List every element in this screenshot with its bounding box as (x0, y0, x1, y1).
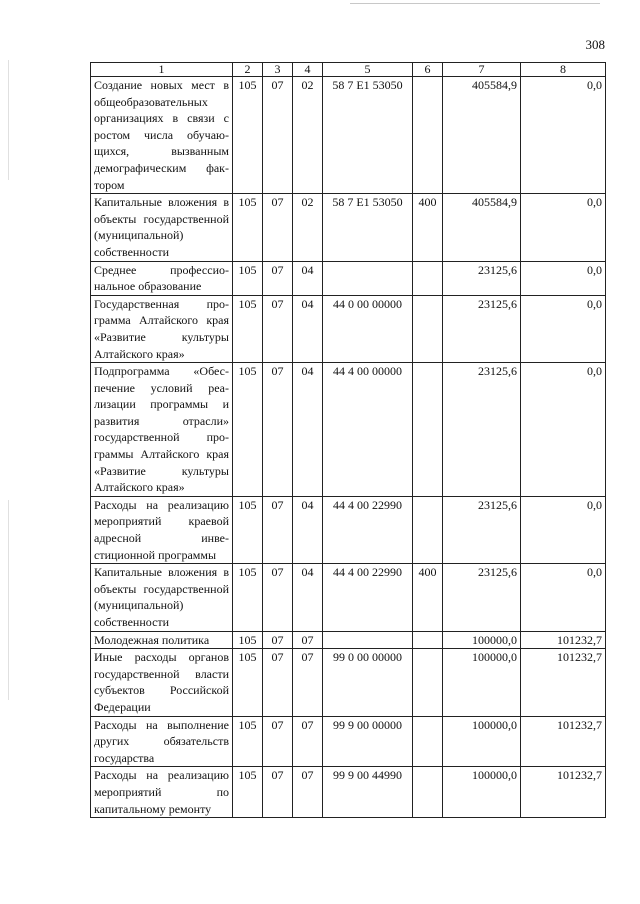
cell-amount-7: 100000,0 (443, 767, 521, 818)
cell-item-name: Создание новых мест в общеобразовательных организациях в связи с ростом числа обучающихся, вызванным демографическим фактором (91, 77, 233, 194)
cell-amount-8: 101232,7 (521, 649, 606, 716)
table-row (91, 77, 606, 194)
column-header: 4 (293, 63, 323, 77)
cell-code-3: 07 (263, 767, 293, 818)
column-header: 2 (233, 63, 263, 77)
column-header: 3 (263, 63, 293, 77)
cell-amount-7: 100000,0 (443, 631, 521, 649)
table-row (91, 295, 606, 362)
cell-amount-8: 0,0 (521, 77, 606, 194)
cell-code-2: 105 (233, 716, 263, 767)
cell-amount-8: 0,0 (521, 496, 606, 563)
cell-code-4: 07 (293, 649, 323, 716)
cell-item-name: Государственная программа Алтайского края «Развитие культуры Алтайского края» (91, 295, 233, 362)
cell-code-4: 07 (293, 631, 323, 649)
cell-code-6 (413, 649, 443, 716)
cell-amount-7: 23125,6 (443, 261, 521, 295)
cell-code-6 (413, 496, 443, 563)
table-row (91, 261, 606, 295)
cell-code-4: 04 (293, 496, 323, 563)
table-row (91, 767, 606, 818)
cell-amount-8: 0,0 (521, 261, 606, 295)
cell-amount-8: 101232,7 (521, 716, 606, 767)
cell-amount-8: 101232,7 (521, 631, 606, 649)
table-header-row (91, 63, 606, 77)
table-row (91, 194, 606, 261)
cell-item-name: Иные расходы органов государственной власти субъектов Российской Федерации (91, 649, 233, 716)
cell-code-4: 07 (293, 767, 323, 818)
cell-code-5: 99 9 00 00000 (323, 716, 413, 767)
cell-code-6 (413, 295, 443, 362)
cell-amount-7: 23125,6 (443, 496, 521, 563)
cell-item-name: Расходы на реализацию мероприятий краевой адресной инвестиционной программы (91, 496, 233, 563)
cell-code-3: 07 (263, 631, 293, 649)
cell-code-5: 44 0 00 00000 (323, 295, 413, 362)
cell-code-3: 07 (263, 564, 293, 631)
cell-code-2: 105 (233, 77, 263, 194)
cell-code-5: 99 0 00 00000 (323, 649, 413, 716)
cell-code-5 (323, 631, 413, 649)
cell-code-6: 400 (413, 564, 443, 631)
cell-code-4: 04 (293, 261, 323, 295)
cell-item-name: Расходы на выполнение других обязательств государства (91, 716, 233, 767)
table-row (91, 716, 606, 767)
column-header: 1 (91, 63, 233, 77)
cell-code-4: 02 (293, 77, 323, 194)
cell-code-4: 04 (293, 363, 323, 497)
cell-amount-7: 405584,9 (443, 194, 521, 261)
cell-item-name: Молодежная политика (91, 631, 233, 649)
cell-item-name: Среднее профессиональное образование (91, 261, 233, 295)
scan-edge-mark (8, 60, 9, 180)
cell-code-6 (413, 767, 443, 818)
cell-code-3: 07 (263, 77, 293, 194)
cell-code-4: 02 (293, 194, 323, 261)
cell-item-name: Капитальные вложения в объекты государственной (муниципальной) собственности (91, 564, 233, 631)
cell-code-5: 58 7 E1 53050 (323, 77, 413, 194)
column-header: 5 (323, 63, 413, 77)
cell-code-3: 07 (263, 261, 293, 295)
cell-code-4: 04 (293, 564, 323, 631)
cell-amount-7: 100000,0 (443, 649, 521, 716)
cell-code-6 (413, 77, 443, 194)
cell-item-name: Капитальные вложения в объекты государственной (муниципальной) собственности (91, 194, 233, 261)
cell-amount-7: 23125,6 (443, 295, 521, 362)
top-scan-line (350, 3, 600, 4)
cell-code-3: 07 (263, 295, 293, 362)
cell-code-5: 58 7 E1 53050 (323, 194, 413, 261)
cell-code-3: 07 (263, 194, 293, 261)
budget-table (90, 62, 606, 818)
column-header: 7 (443, 63, 521, 77)
cell-amount-8: 0,0 (521, 295, 606, 362)
cell-amount-7: 405584,9 (443, 77, 521, 194)
cell-amount-7: 23125,6 (443, 363, 521, 497)
cell-code-2: 105 (233, 295, 263, 362)
cell-code-2: 105 (233, 194, 263, 261)
cell-code-6 (413, 261, 443, 295)
table-row (91, 631, 606, 649)
cell-amount-8: 101232,7 (521, 767, 606, 818)
cell-code-5: 44 4 00 22990 (323, 564, 413, 631)
column-header: 8 (521, 63, 606, 77)
cell-amount-8: 0,0 (521, 194, 606, 261)
cell-code-6: 400 (413, 194, 443, 261)
cell-code-2: 105 (233, 631, 263, 649)
table-row (91, 564, 606, 631)
cell-code-4: 07 (293, 716, 323, 767)
cell-amount-7: 23125,6 (443, 564, 521, 631)
cell-code-2: 105 (233, 363, 263, 497)
cell-code-2: 105 (233, 767, 263, 818)
cell-code-6 (413, 631, 443, 649)
cell-code-2: 105 (233, 261, 263, 295)
cell-code-3: 07 (263, 496, 293, 563)
cell-code-2: 105 (233, 649, 263, 716)
column-header: 6 (413, 63, 443, 77)
cell-code-3: 07 (263, 649, 293, 716)
page-number: 308 (585, 37, 605, 52)
cell-code-3: 07 (263, 716, 293, 767)
cell-code-5: 99 9 00 44990 (323, 767, 413, 818)
cell-item-name: Подпрограмма «Обеспечение условий реализации программы и развития отрасли» государственной программы Алтайского края «Развитие культуры Алтайского края» (91, 363, 233, 497)
table-row (91, 496, 606, 563)
cell-code-6 (413, 363, 443, 497)
cell-code-5: 44 4 00 00000 (323, 363, 413, 497)
cell-amount-8: 0,0 (521, 363, 606, 497)
cell-code-3: 07 (263, 363, 293, 497)
table-row (91, 363, 606, 497)
cell-code-4: 04 (293, 295, 323, 362)
cell-amount-8: 0,0 (521, 564, 606, 631)
cell-code-2: 105 (233, 496, 263, 563)
cell-item-name: Расходы на реализацию мероприятий по капитальному ремонту (91, 767, 233, 818)
cell-code-5: 44 4 00 22990 (323, 496, 413, 563)
cell-amount-7: 100000,0 (443, 716, 521, 767)
cell-code-5 (323, 261, 413, 295)
table-row (91, 649, 606, 716)
cell-code-6 (413, 716, 443, 767)
scan-edge-mark (8, 500, 9, 700)
cell-code-2: 105 (233, 564, 263, 631)
